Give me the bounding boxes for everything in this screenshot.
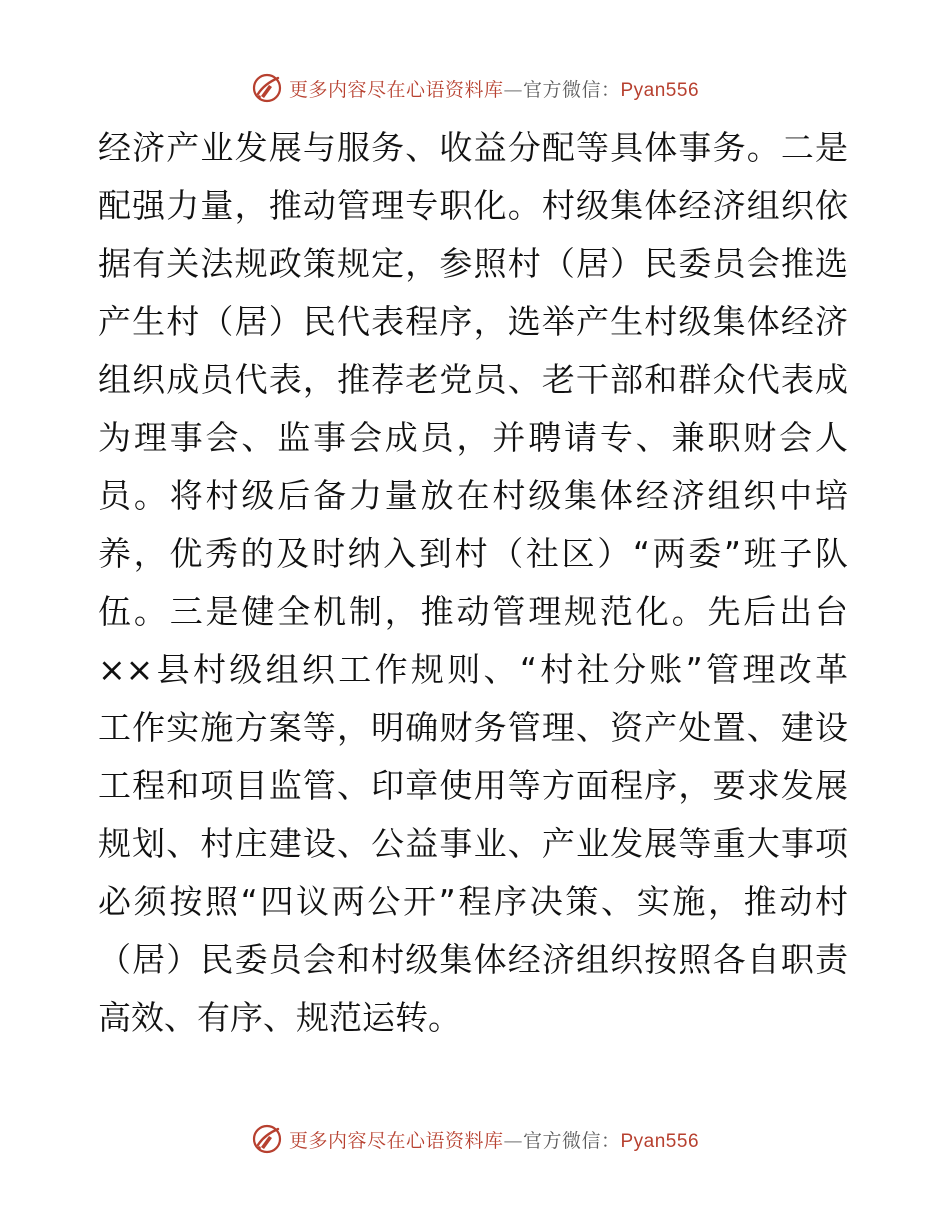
footer-watermark-text [289, 1126, 699, 1153]
body-line: 伍。三是健全机制，推动管理规范化。先后出台 [98, 592, 848, 631]
document-body [98, 119, 858, 1047]
header-watermark [0, 72, 950, 104]
body-line: 工程和项目监管、印章使用等方面程序，要求发展 [98, 766, 848, 805]
body-line: 养，优秀的及时纳入到村（社区）“两委”班子队 [98, 534, 848, 573]
footer-brand: 更多内容尽在心语资料库 [288, 1129, 504, 1152]
body-line: 为理事会、监事会成员，并聘请专、兼职财会人 [98, 418, 848, 457]
body-line: 工作实施方案等，明确财务管理、资产处置、建设 [98, 708, 848, 747]
body-line: 产生村（居）民代表程序，选举产生村级集体经济 [98, 302, 848, 341]
body-line-last: 高效、有序、规范运转。 [98, 998, 461, 1037]
header-separator: — [503, 78, 523, 101]
body-line: （居）民委员会和村级集体经济组织按照各自职责 [98, 940, 848, 979]
header-brand: 更多内容尽在心语资料库 [288, 78, 504, 101]
pen-logo-icon [251, 1123, 283, 1155]
body-line: ××县村级组织工作规则、“村社分账”管理改革 [98, 650, 848, 689]
body-line: 规划、村庄建设、公益事业、产业发展等重大事项 [98, 824, 848, 863]
header-wechat-label: 官方微信： [522, 78, 621, 101]
body-line: 必须按照“四议两公开”程序决策、实施，推动村 [98, 882, 848, 921]
body-line: 配强力量，推动管理专职化。村级集体经济组织依 [98, 186, 848, 225]
body-line: 员。将村级后备力量放在村级集体经济组织中培 [98, 476, 848, 515]
pen-logo-icon [251, 72, 283, 104]
body-line: 据有关法规政策规定，参照村（居）民委员会推选 [98, 244, 848, 283]
header-watermark-text [289, 75, 699, 102]
footer-watermark [0, 1123, 950, 1155]
footer-wechat-id: Pyan556 [620, 1130, 700, 1152]
footer-separator: — [503, 1129, 523, 1152]
footer-wechat-label: 官方微信： [522, 1129, 621, 1152]
header-wechat-id: Pyan556 [620, 79, 700, 101]
body-line: 组织成员代表，推荐老党员、老干部和群众代表成 [98, 360, 848, 399]
body-line: 经济产业发展与服务、收益分配等具体事务。二是 [98, 128, 848, 167]
